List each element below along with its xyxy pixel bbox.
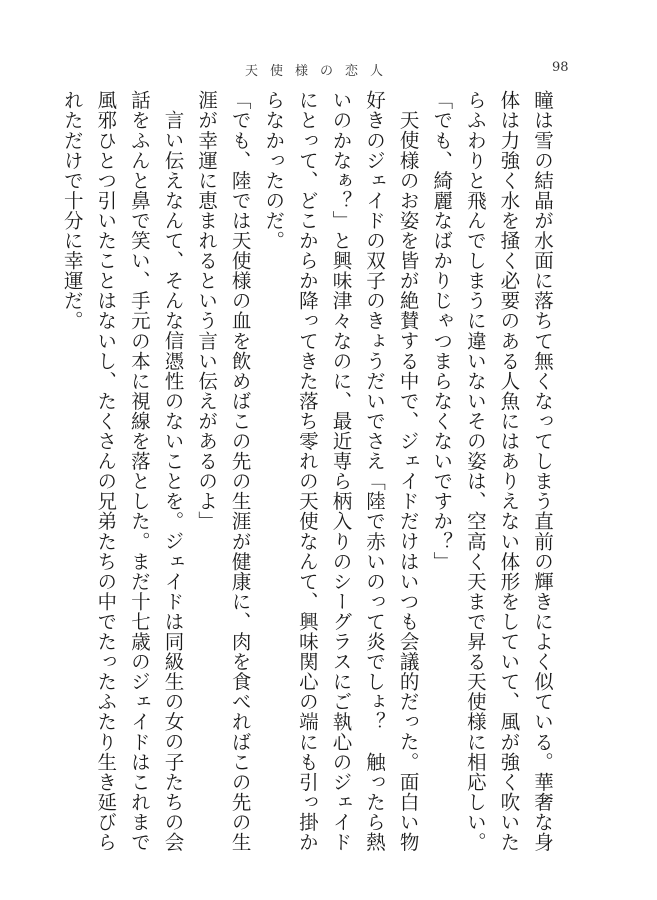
paragraph-5: 言い伝えなんて、そんな信憑性のないことを。ジェイドは同級生の女の子たちの会話をふんと鼻で笑い、手元の本に視線を落とした。まだ十七歳のジェイドはこれまで風邪ひとつ引いたことはないし、たくさんの兄弟たちの中でたったふたり生き延びられただけで十分に幸運だ。: [60, 90, 185, 852]
paragraph-3: 天使様のお姿を皆が絶賛する中で、ジェイドだけはいつも会議的だった。面白い物好きのジェイドの双子のきょうだいでさえ「陸で赤いのって炎でしょ？ 触ったら熱いのかなぁ？」と興味津々なのに、最近専ら柄入りのシーグラスにご執心のジェイドにとって、どこからか降ってきた落ち零れの天使なんて、興味関心の端にも引っ掛からなかったのだ。: [262, 90, 420, 852]
paragraph-4: 「でも、陸では天使様の血を飲めばこの先の生涯が健康に、肉を食べればこの先の生涯が幸運に恵まれるという言い伝えがあるのよ」: [195, 90, 252, 852]
running-title: 天使様の恋人: [244, 64, 395, 79]
paragraph-1: 瞳は雪の結晶が水面に落ちて無くなってしまう直前の輝きによく似ている。華奢な身体は力強く水を掻く必要のある人魚にはありえない体形をしていて、風が強く吹いたらふわりと飛んでしまうに違いないその姿は、空高く天まで昇る天使様に相応しい。: [463, 90, 554, 852]
paragraph-2: 「でも、綺麗なばかりじゃつまらなくないですか？」: [430, 90, 454, 572]
body-text: [60, 90, 559, 860]
page-number: 98: [552, 60, 569, 75]
